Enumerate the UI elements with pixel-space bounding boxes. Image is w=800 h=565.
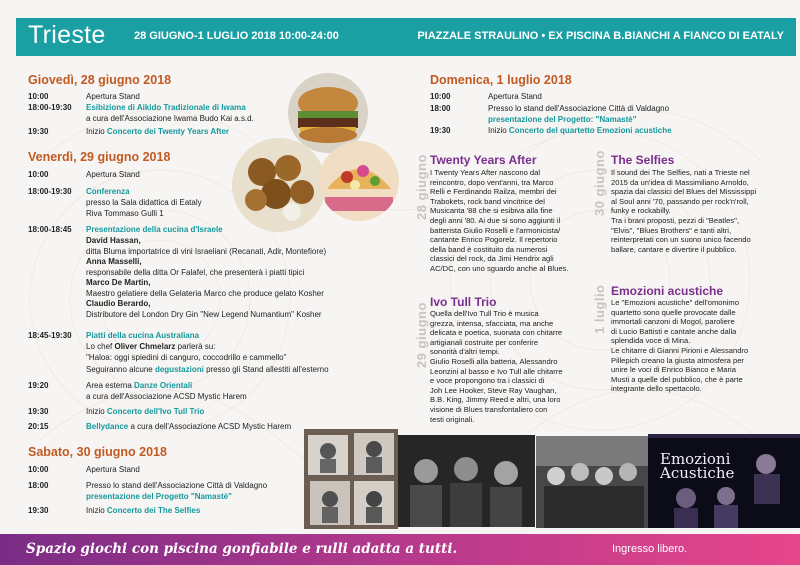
- row-text: responsabile della ditta Or Falafel, che presenterà i piatti tipici: [86, 267, 305, 277]
- footer-bar: [0, 534, 800, 565]
- row-text: Inizio: [86, 506, 107, 515]
- row-title: Concerto dei Twenty Years After: [106, 127, 230, 136]
- row-text: presso la Sala didattica di Eataly: [86, 198, 202, 207]
- row-text: Seguiranno alcune: [86, 365, 155, 374]
- row-time: 10:00: [430, 92, 451, 101]
- row-time: 19:20: [28, 381, 49, 390]
- vertical-date: 1 luglio: [592, 284, 607, 334]
- row-title: Concerto dei The Selfies: [106, 506, 201, 515]
- tacos-photo: [319, 141, 399, 221]
- speaker-name: Oliver Chmelarz: [114, 342, 176, 351]
- row-time: 18:00: [430, 104, 451, 113]
- row-title: Presentazione della cucina d'Israele: [86, 225, 223, 234]
- row-time: 18:00-18:45: [28, 225, 72, 234]
- header-bar: [16, 18, 796, 56]
- row-text: Apertura Stand: [86, 92, 140, 101]
- text-line: visione di Blues transfontaliero con: [430, 404, 548, 414]
- row-title: Concerto dell'Ivo Tull Trio: [106, 407, 205, 416]
- row-time: 19:30: [28, 407, 49, 416]
- text-line: Pillepich creano la giusta atmosfera per: [611, 355, 744, 365]
- text-line: Musti a quelle del pubblico, che è parte: [611, 374, 743, 384]
- photo-the-selfies: [536, 436, 648, 528]
- vertical-date: 30 giugno: [592, 150, 607, 216]
- row-title: Bellydance: [86, 422, 129, 431]
- text-line: delicata e poetica, suonata con chitarre: [430, 328, 563, 338]
- text-line: classici del rock, da Jimi Hendrix agli: [430, 254, 554, 264]
- poster-emozioni-acustiche: [648, 434, 800, 528]
- text-line: "Elvis", "Blues Brothers" e tanti altri,: [611, 225, 732, 235]
- row-title: Danze Orientali: [134, 381, 193, 390]
- row-text: Maestro gelatiere della Gelateria Marco che produce gelato Kosher: [86, 288, 324, 298]
- band-title: The Selfies: [611, 153, 675, 167]
- row-text: ditta Bluma importatrice di vini Israeliani (Recanati, Adir, Montefiore): [86, 246, 327, 256]
- event-location: PIAZZALE STRAULINO • EX PISCINA B.BIANCHI A FIANCO DI EATALY: [417, 30, 784, 42]
- row-text: Inizio: [86, 127, 107, 136]
- text-line: grezza, intensa, sfacciata, ma anche: [430, 318, 554, 328]
- event-dates: 28 GIUGNO-1 LUGLIO 2018 10:00-24:00: [134, 30, 339, 42]
- text-line: splendida voce di Mina.: [611, 336, 691, 346]
- band-title: Twenty Years After: [430, 153, 537, 167]
- text-line: I Twenty Years After nascono dal: [430, 168, 541, 177]
- text-line: di Lucio Battisti e cantate anche dalla: [611, 326, 737, 336]
- text-line: Joh Lee Hooker, Steve Ray Vaughan,: [430, 385, 557, 395]
- row-text: Apertura Stand: [86, 170, 140, 179]
- footer-kids-area: Spazio giochi con piscina gonfiabile e rulli adatta a tutti.: [26, 541, 458, 557]
- text-line: unire le voci di Enrico Bianco e Maria: [611, 365, 736, 375]
- photo-ivo-tull-trio: [398, 435, 535, 527]
- speaker-name: Anna Masselli,: [86, 257, 142, 266]
- collage-photo-twenty-years-after: [304, 429, 398, 529]
- row-text: Riva Tommaso Gulli 1: [86, 209, 164, 218]
- row-title: Concerto del quartetto Emozioni acustiche: [508, 126, 672, 135]
- day-title-friday: Venerdì, 29 giugno 2018: [28, 150, 171, 164]
- text-line: della band è costituito da numerosi: [430, 244, 548, 254]
- row-time: 19:30: [28, 127, 49, 136]
- band-description: [430, 168, 568, 274]
- text-line: AC/DC, con uno sguardo anche al Blues.: [430, 263, 569, 273]
- row-title: Conferenza: [86, 187, 130, 196]
- row-time: 18:00: [28, 481, 49, 490]
- text-line: Tra i brani proposti, pezzi di "Beatles",: [611, 215, 739, 225]
- row-text: Lo chef: [86, 342, 115, 351]
- row-text: "Haloa: oggi spiedini di canguro, coccodrillo e cammello": [86, 352, 287, 362]
- text-line: Le chitarre di Gianni Pirioni e Alessandro: [611, 345, 749, 355]
- text-line: Le "Emozioni acustiche" dell'omonimo: [611, 298, 739, 307]
- text-line: quartetto sono quelle provocate dalle: [611, 307, 736, 317]
- poster-title-line: Emozioni: [660, 450, 731, 468]
- band-description: [430, 309, 563, 424]
- text-line: sonorità d'altri tempi.: [430, 347, 500, 357]
- row-time: 19:30: [430, 126, 451, 135]
- row-time: 18:45-19:30: [28, 331, 72, 340]
- row-title: Esibizione di Aikido Tradizionale di Iwama: [86, 103, 246, 112]
- day-title-thursday: Giovedì, 28 giugno 2018: [28, 73, 172, 87]
- row-text: Apertura Stand: [488, 92, 542, 101]
- text-line: Giulio Roselli alla batteria, Alessandro: [430, 356, 558, 366]
- text-line: Trabokets, rock band vincitrice del: [430, 196, 545, 206]
- band-description: [611, 168, 756, 254]
- text-line: batterista Giulio Roselli e l'armonicista/: [430, 225, 561, 235]
- text-line: al Soul anni '70, passando per rock'n'roll,: [611, 196, 749, 206]
- city-title: Trieste: [28, 21, 106, 49]
- row-time: 10:00: [28, 170, 49, 179]
- row-time: 18:00-19:30: [28, 187, 72, 196]
- speaker-name: Marco De Martin,: [86, 278, 151, 287]
- row-text: a cura dell'Associazione Iwama Budo Kai a.s.d.: [86, 114, 254, 123]
- row-text: a cura dell'Associazione ACSD Mystic Harem: [86, 392, 247, 401]
- row-text: Distributore del London Dry Gin "New Legend Numantium" Kosher: [86, 309, 322, 319]
- text-line: testi originali.: [430, 414, 475, 424]
- band-description: [611, 298, 748, 394]
- text-line: e voce propongono tra i classici di: [430, 376, 545, 386]
- row-text: Presso lo stand dell'Associazione Città di Valdagno: [86, 481, 268, 490]
- text-line: 2015 da un'idea di Massimiliano Arnoldo,: [611, 177, 749, 187]
- row-text: parlerà su:: [175, 342, 216, 351]
- text-line: degli anni '80. Ai due si sono aggiunti il: [430, 215, 561, 225]
- text-line: reincontro, dopo vent'anni, tra Marco: [430, 177, 554, 187]
- row-time: 10:00: [28, 465, 49, 474]
- text-line: ballare, cantare e divertire il pubblico.: [611, 244, 737, 254]
- text-line: integrante dello spettacolo.: [611, 384, 702, 394]
- text-line: Leonzini al basso e Ivo Tull alle chitarre: [430, 366, 563, 376]
- band-title: Ivo Tull Trio: [430, 295, 497, 309]
- row-text: Presso lo stand dell'Associazione Città di Valdagno: [488, 104, 670, 113]
- text-line: spazia dai classici del Blues del Mississippi: [611, 187, 757, 197]
- row-text: a cura dell'Associazione ACSD Mystic Harem: [128, 422, 292, 431]
- footer-free-entry: Ingresso libero.: [612, 543, 688, 555]
- text-line: cantante Enrico Pogorelz. Il repertorio: [430, 235, 558, 245]
- row-text: Apertura Stand: [86, 465, 140, 474]
- text-line: funky e rockabilly.: [611, 206, 671, 216]
- falafel-photo: [232, 138, 326, 232]
- poster-title-line: Acustiche: [660, 464, 735, 482]
- row-text: presso gli Stand allestiti all'esterno: [203, 365, 329, 374]
- row-title: presentazione del Progetto: "Namastè": [488, 115, 637, 124]
- row-time: 18:00-19:30: [28, 103, 72, 112]
- row-title: degustazioni: [154, 365, 204, 374]
- row-text: Inizio: [488, 126, 509, 135]
- row-text: Inizio: [86, 407, 107, 416]
- speaker-name: Claudio Berardo,: [86, 299, 151, 308]
- row-text: Area esterna: [86, 381, 135, 390]
- poster-title: [660, 452, 734, 480]
- text-line: immortali canzoni di Mogol, paroliere: [611, 317, 735, 327]
- text-line: Relli e Ferdinando Railza, membri dei: [430, 187, 557, 197]
- text-line: Quella dell'Ivo Tull Trio è musica: [430, 309, 539, 318]
- text-line: Il sound dei The Selfies, nati a Trieste nel: [611, 168, 750, 177]
- vertical-date: 28 giugno: [414, 154, 429, 220]
- day-title-saturday: Sabato, 30 giugno 2018: [28, 445, 167, 459]
- vertical-date: 29 giugno: [414, 302, 429, 368]
- row-time: 10:00: [28, 92, 49, 101]
- row-title: presentazione del Progetto "Namastè": [86, 492, 232, 501]
- text-line: artigianali costruite per conferire: [430, 337, 539, 347]
- band-title: Emozioni acustiche: [611, 284, 724, 298]
- day-title-sunday: Domenica, 1 luglio 2018: [430, 73, 572, 87]
- text-line: Musicanta '88 che si esibiva alla fine: [430, 206, 553, 216]
- text-line: reinterpretati con un suono unico facendo: [611, 235, 751, 245]
- text-line: B.B. King, Jimmy Reed e altri, una loro: [430, 395, 561, 405]
- row-time: 19:30: [28, 506, 49, 515]
- speaker-name: David Hassan,: [86, 236, 141, 245]
- row-title: Piatti della cucina Australiana: [86, 331, 200, 340]
- row-time: 20:15: [28, 422, 49, 431]
